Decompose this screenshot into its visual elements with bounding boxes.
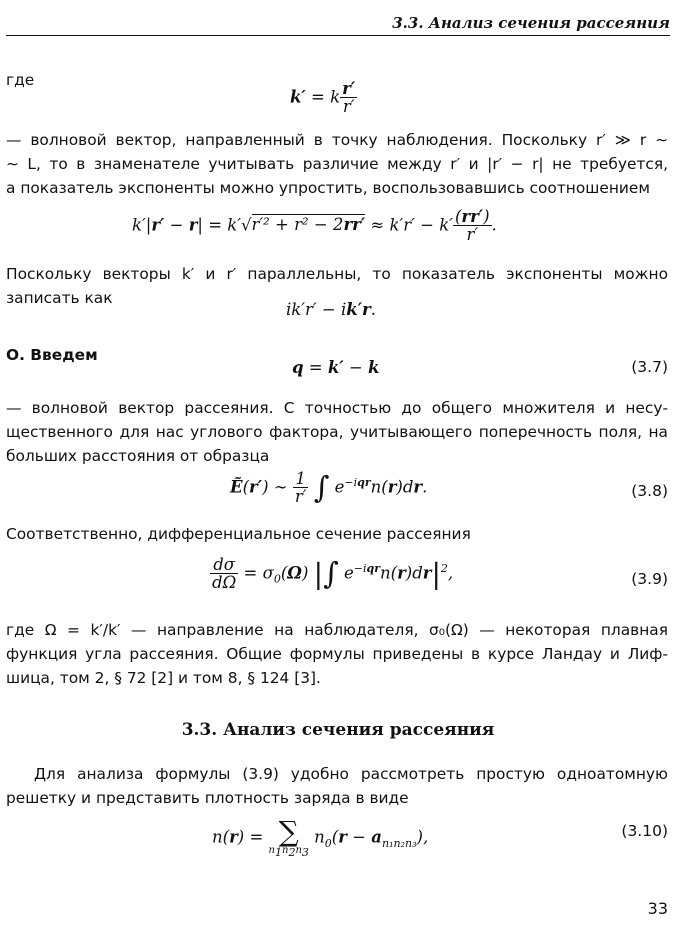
text-line: Для анализа формулы (3.9) удобно рассмотреть простую одноатомную bbox=[34, 765, 668, 783]
equation-expansion: k′|r′ − r| = k′√r′² + r² − 2rr′ ≈ k′r′ − k′ $\frac{(rr')}{r'}$ . bbox=[132, 207, 497, 245]
equation-sigma: $\frac{d\sigma}{d\Omega}$ = $\sigma_0(\Omega)$ |∫ $e^{-iqr}n(r)dr|^2$, bbox=[212, 555, 454, 593]
text-line: функция угла рассеяния. Общие формулы приведены в курсе Ландау и Лиф- bbox=[6, 645, 668, 663]
page-number: 33 bbox=[647, 899, 668, 918]
equation-E: Ẽ(r′) ∼ $\frac{1}{r'}$ ∫ $e^{-iqr}n(r)dr$. bbox=[230, 469, 428, 507]
text-line: Поскольку векторы k′ и r′ параллельны, то показатель экспоненты можно bbox=[6, 265, 668, 283]
text-line: — волновой вектор рассеяния. С точностью до общего множителя и несу- bbox=[6, 399, 668, 417]
paragraph-gde: где bbox=[6, 71, 35, 89]
text-line: где Ω = k′/k′ — направление на наблюдателя, σ₀(Ω) — некоторая плавная bbox=[6, 621, 668, 639]
equation-phase: ik′r′ − ik′r. bbox=[286, 300, 376, 319]
section-title: 3.3. Анализ сечения рассеяния bbox=[181, 720, 495, 740]
text-line: записать как bbox=[6, 289, 113, 307]
text-line: щественного для нас углового фактора, учитывающего поперечность поля, на bbox=[6, 423, 668, 441]
text-line: — волновой вектор, направленный в точку наблюдения. Поскольку r′ ≫ r ∼ bbox=[6, 131, 668, 149]
equation-number: (3.9) bbox=[631, 570, 668, 588]
text-line: а показатель экспоненты можно упростить, воспользовавшись соотношением bbox=[6, 179, 650, 197]
text-line: Соответственно, дифференциальное сечение рассеяния bbox=[6, 525, 471, 543]
text-line: ∼ L, то в знаменателе учитывать различие между r′ и |r′ − r| не требуется, bbox=[6, 155, 668, 173]
running-header: 3.3. Анализ сечения рассеяния bbox=[6, 14, 670, 36]
paragraph-vvedem: О. Введем bbox=[6, 346, 98, 364]
equation-number: (3.10) bbox=[621, 822, 668, 840]
equation-q: q = k′ − k bbox=[292, 358, 380, 377]
equation-k-prime: k′ = k $\frac{r'}{r'}$ bbox=[290, 79, 356, 117]
equation-number: (3.8) bbox=[631, 482, 668, 500]
equation-number: (3.7) bbox=[631, 358, 668, 376]
text-line: больших расстояния от образца bbox=[6, 447, 270, 465]
text-line: шица, том 2, § 72 [2] и том 8, § 124 [3]. bbox=[6, 669, 321, 687]
equation-density: n(r) = ∑ $n_1n_2n_3$ $n_0(r - a_{n_1n_2n_3})$, bbox=[212, 815, 429, 859]
text-line: решетку и представить плотность заряда в виде bbox=[6, 789, 409, 807]
